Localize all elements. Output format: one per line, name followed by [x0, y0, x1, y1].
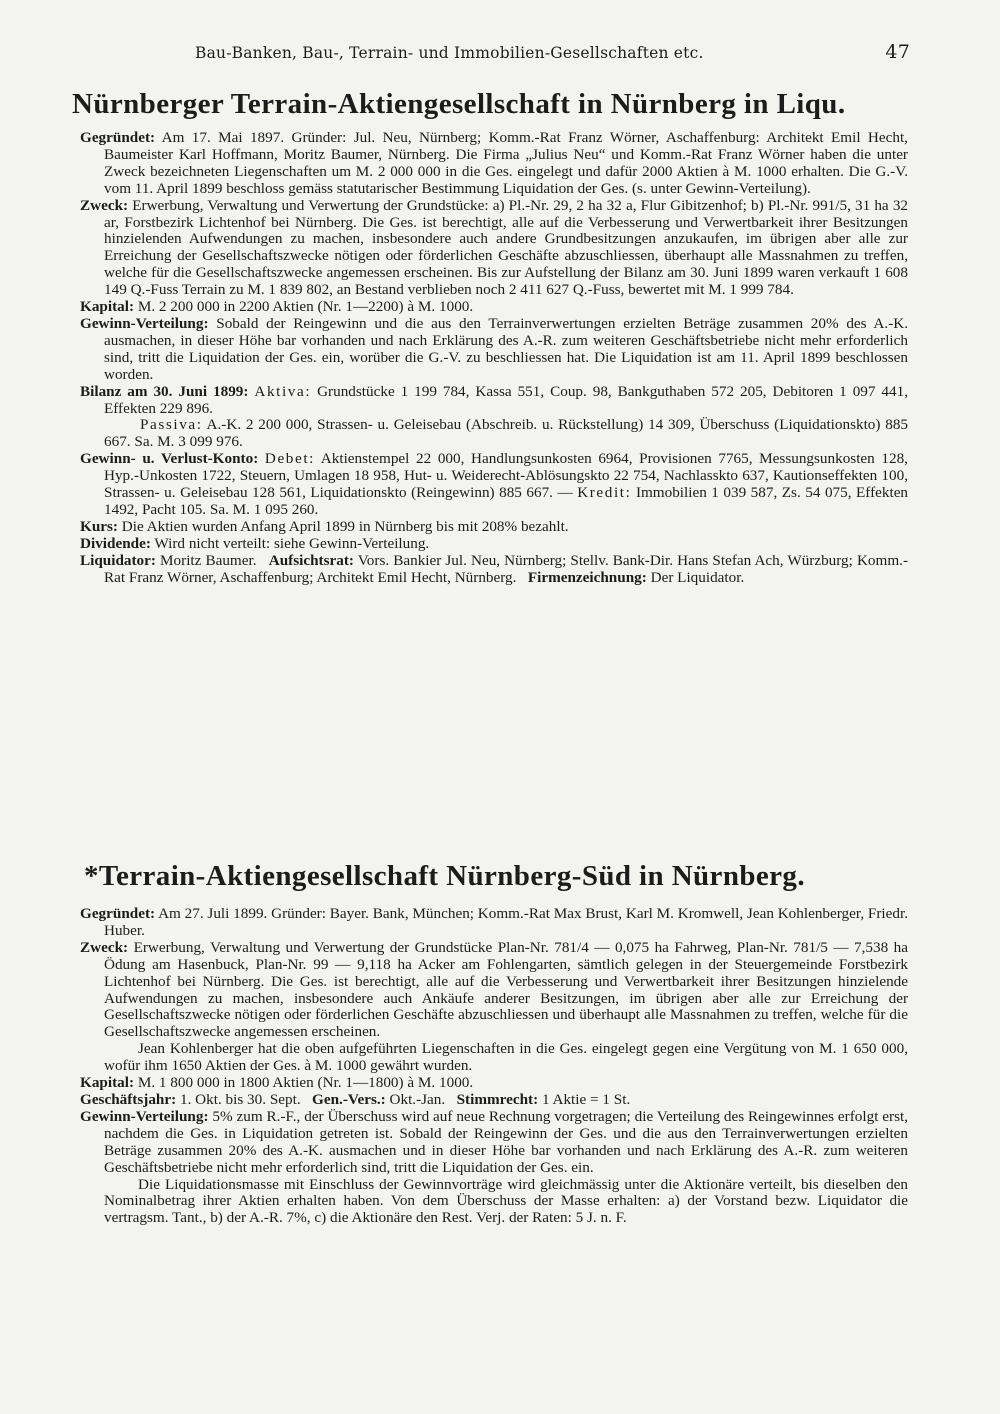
company1-title: Nürnberger Terrain-Aktiengesellschaft in Nürnberg in Liqu. [72, 88, 846, 120]
c2-geschaeftsjahr-label: Geschäftsjahr: [80, 1090, 177, 1108]
c1-zweck-label: Zweck: [80, 196, 129, 214]
company1-entry [80, 130, 908, 586]
running-header [195, 41, 910, 63]
c1-aktiva-text: Grundstücke 1 199 784, Kassa 551, Coup. 98, Bankguthaben 572 205, Debitoren 1 097 441, Effekten 229 896. [104, 382, 909, 417]
c1-kurs-text: Die Aktien wurden Anfang April 1899 in Nürnberg bis mit 208% bezahlt. [121, 517, 569, 535]
c1-liquidator-text: Moritz Baumer. [160, 551, 257, 569]
c2-zweck-label: Zweck: [80, 938, 129, 956]
c2-zweck [80, 940, 908, 1041]
c2-kapital-label: Kapital: [80, 1074, 135, 1092]
c2-einlage: Jean Kohlenberger hat die oben aufgeführten Liegenschaften in die Ges. eingelegt gegen eine Vergütung von M. 1 650 000, wofür ihm 1650 Aktien der Ges. à M. 1000 gewährt wurden. [104, 1040, 908, 1075]
company2-title: *Terrain-Aktiengesellschaft Nürnberg-Süd in Nürnberg. [84, 860, 805, 892]
c1-aktiva-label: Aktiva: [254, 382, 312, 400]
c1-gegruendet [80, 130, 908, 198]
c1-debet-label: Debet: [264, 450, 315, 468]
c1-kapital [80, 299, 908, 316]
c1-firmenzeichnung-label: Firmenzeichnung: [527, 568, 647, 586]
c2-stimmrecht-label: Stimmrecht: [456, 1090, 539, 1108]
c1-passiva [80, 417, 908, 451]
c1-gegruendet-text: Am 17. Mai 1897. Gründer: Jul. Neu, Nürnberg; Komm.-Rat Franz Wörner, Aschaffenburg: Architekt Emil Hecht, Baumeister Karl Hoffmann, Moritz Baumer, Nürnberg. Die Firma „Julius Neu“ und Komm.-Rat Franz Wörner haben die unter Zweck bezeichneten Liegenschaften um M. 2 000 000 in die Ges. eingelegt und dafür 2000 Aktien à M. 1000 erhalten. Die G.-V. vom 11. April 1899 beschloss gemäss statutarischer Bestimmung Liquidation der Ges. (s. unter Gewinn-Verteilung). [104, 129, 908, 197]
c1-guv [80, 451, 908, 519]
c2-genvers-text: Okt.-Jan. [389, 1090, 446, 1108]
c2-gewinn-label: Gewinn-Verteilung: [80, 1107, 209, 1125]
c1-liquidator-label: Liquidator: [80, 551, 156, 569]
c2-stimmrecht-text: 1 Aktie = 1 St. [541, 1090, 631, 1108]
c1-kapital-label: Kapital: [80, 298, 135, 316]
c2-geschaeftsjahr [80, 1092, 908, 1109]
c2-kapital-text: M. 1 800 000 in 1800 Aktien (Nr. 1—1800) à M. 1000. [137, 1074, 474, 1092]
c1-bilanz [80, 384, 908, 418]
c1-dividende [80, 536, 908, 553]
c1-zweck [80, 198, 908, 299]
c1-firmenzeichnung-text: Der Liquidator. [650, 568, 745, 586]
c1-bilanz-label: Bilanz am 30. Juni 1899: [80, 382, 249, 400]
c1-dividende-text: Wird nicht verteilt: siehe Gewinn-Verteilung. [154, 534, 430, 552]
c1-aufsichtsrat-text: Vors. Bankier Jul. Neu, Nürnberg; Stellv. Bank-Dir. Hans Stefan Ach, Würzburg; Komm.-Rat Franz Wörner, Aschaffenburg; Architekt Emil Hecht, Nürnberg. [104, 551, 908, 586]
c1-liquidator [80, 553, 908, 587]
c1-gewinn-text: Sobald der Reingewinn und die aus den Terrainverwertungen erzielten Beträge zusammen 20% des A.-K. ausmachen, in dieser Höhe bar vorhanden und nach Erklärung des A.-R. zum weiteren Geschäftsbetriebe nicht mehr erforderlich sind, tritt die Liquidation der Ges. ein, worüber die G.-V. zu beschliessen hat. Die Liquidation ist am 11. April 1899 beschlossen worden. [104, 314, 909, 383]
c2-kapital [80, 1075, 908, 1092]
c2-zweck-text: Erwerbung, Verwaltung und Verwertung der Grundstücke Plan-Nr. 781/4 — 0,075 ha Fahrweg, Plan-Nr. 781/5 — 7,538 ha Ödung am Hasenbuck, Plan-Nr. 99 — 9,118 ha Acker am Fohlengarten, sämtlich gelegen in der Steuergemeinde Forstbezirk Lichtenhof bei Nürnberg. Die Ges. ist berechtigt, alle auf die Verbesserung und Verwertbarkeit ihrer Besitzungen hinzielende Aufwendungen zu machen, insbesondere auch Ankäufe anderer Besitzungen, im übrigen aber alle zur Erreichung der Gesellschaftszwecke nötigen oder förderlichen Geschäfte abzuschliessen und überhaupt alle Massnahmen zu treffen, welche für die Gesellschaftszwecke angemessen erscheinen. [104, 938, 908, 1041]
c1-aufsichtsrat-label: Aufsichtsrat: [268, 551, 354, 569]
c2-liquidationsmasse: Die Liquidationsmasse mit Einschluss der Gewinnvorträge wird gleichmässig unter die Aktionäre verteilt, bis dieselben den Nominalbetrag ihrer Aktien erhalten haben. Von dem Überschuss der Masse erhalten: a) der Vorstand bezw. Liquidator die vertragsm. Tant., b) der A.-R. 7%, c) die Aktionäre den Rest. Verj. der Raten: 5 J. n. F. [104, 1175, 908, 1227]
c2-gegruendet-text: Am 27. Juli 1899. Gründer: Bayer. Bank, München; Komm.-Rat Max Brust, Karl M. Kromwell, Jean Kohlenberger, Friedr. Huber. [104, 905, 908, 939]
c2-gewinn [80, 1109, 908, 1177]
c1-zweck-text: Erwerbung, Verwaltung und Verwertung der Grundstücke: a) Pl.-Nr. 29, 2 ha 32 a, Flur Gibitzenhof; b) Pl.-Nr. 991/5, 31 ha 32 ar, Forstbezirk Lichtenhof bei Nürnberg. Die Ges. ist berechtigt, alle auf die Verbesserung und Verwertbarkeit ihrer Besitzungen hinzielenden Aufwendungen zu machen, insbesondere auch andere Grundbesitzungen anzukaufen, im übrigen aber alle zur Erreichung der Gesellschaftszwecke nötigen oder förderlichen Geschäfte abzuschliessen, überhaupt alle Massnahmen zu treffen, welche für die Gesellschaftszwecke angemessen erscheinen. Bis zur Aufstellung der Bilanz am 30. Juni 1899 waren verkauft 1 608 149 Q.-Fuss Terrain zu M. 1 839 802, an Bestand verblieben noch 2 411 627 Q.-Fuss, bewertet mit M. 1 999 784. [104, 196, 909, 299]
c2-gegruendet [80, 906, 908, 940]
c2-gewinn-text: 5% zum R.-F., der Überschuss wird auf neue Rechnung vorgetragen; die Verteilung des Reingewinnes erfolgt erst, nachdem die Ges. in Liquidation getreten ist. Sobald der Reingewinn der Ges. und die aus den Terrainverwertungen erzielten Beträge zusammen 20% des A.-K. ausmachen und in dieser Höhe bar vorhanden und nach Erklärung des A.-R. zum weiteren Geschäftsbetriebe nicht mehr erforderlich sind, tritt die Liquidation der Ges. ein. [104, 1107, 909, 1176]
c1-kredit-label: Kredit: [577, 484, 632, 502]
c1-gewinn [80, 316, 908, 384]
page-number: 47 [885, 41, 910, 63]
c2-geschaeftsjahr-text: 1. Okt. bis 30. Sept. [179, 1090, 301, 1108]
c2-genvers-label: Gen.-Vers.: [312, 1090, 386, 1108]
c1-kredit-text: Immobilien 1 039 587, Zs. 54 075, Effekten 1492, Pacht 105. Sa. M. 1 095 260. [104, 484, 909, 518]
c1-passiva-label: Passiva: [140, 416, 203, 434]
c1-kurs [80, 519, 908, 536]
c1-gegruendet-label: Gegründet: [80, 129, 156, 146]
c1-gewinn-label: Gewinn-Verteilung: [80, 314, 209, 332]
c1-kapital-text: M. 2 200 000 in 2200 Aktien (Nr. 1—2200) à M. 1000. [137, 298, 474, 316]
c1-passiva-text: A.-K. 2 200 000, Strassen- u. Geleisebau (Abschreib. u. Rückstellung) 14 309, Überschuss (Liquidationskto) 885 667. Sa. M. 3 099 976. [104, 416, 909, 451]
c1-kurs-label: Kurs: [80, 517, 118, 535]
c1-dividende-label: Dividende: [80, 534, 151, 552]
running-title: Bau-Banken, Bau-, Terrain- und Immobilien-Gesellschaften etc. [195, 44, 704, 62]
c2-gegruendet-label: Gegründet: [80, 905, 156, 922]
c1-debet-text: Aktienstempel 22 000, Handlungsunkosten 6964, Provisionen 7765, Messungsunkosten 128, Hyp.-Unkosten 1722, Steuern, Umlagen 18 958, Hut- u. Weiderecht-Ablösungskto 22 754, Nachlasskto 637, Kautionseffekten 100, Strassen- u. Geleisebau 128 561, Liquidationskto (Reingewinn) 885 667. — [104, 450, 908, 502]
c1-guv-label: Gewinn- u. Verlust-Konto: [80, 450, 259, 468]
company2-entry [80, 906, 908, 1227]
